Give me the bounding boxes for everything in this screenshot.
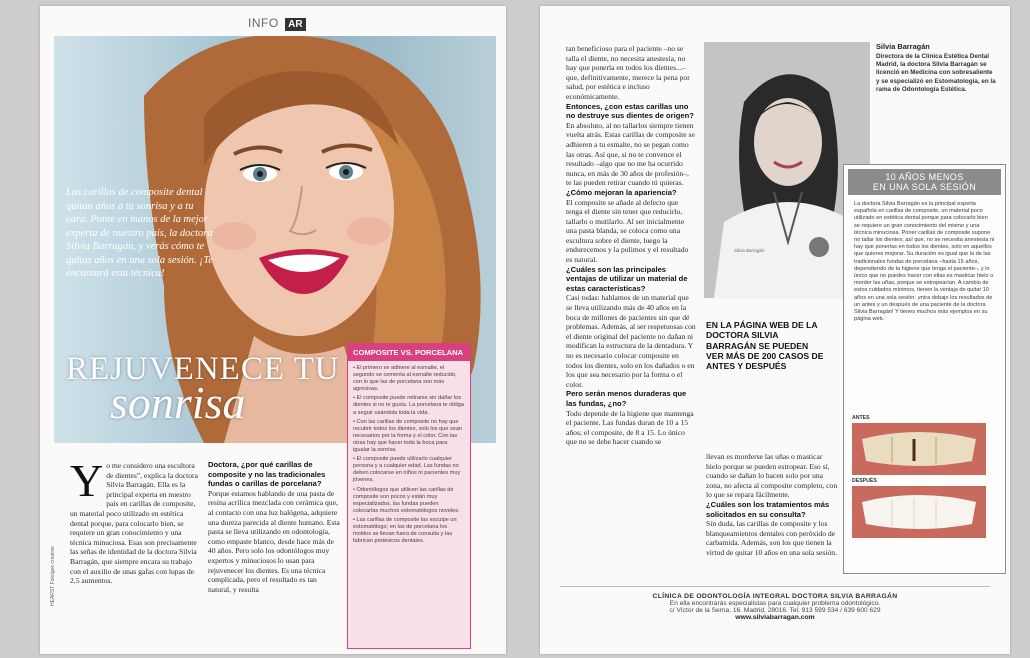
before-teeth-photo	[852, 423, 986, 475]
article-column-2	[208, 460, 341, 594]
after-label: DESPUÉS	[852, 478, 877, 484]
interview-question: Doctora, ¿por qué carillas de composite y no las tradicionales fundas o carillas de porcelana?	[208, 460, 326, 489]
sidebar-bullet: • Las carillas de composite las esculpe un estomatólogo; en las de porcelana los moldes se llevan fuera de consulta y las fabrican protésicos dentales.	[353, 516, 457, 545]
section-badge: AR	[285, 18, 305, 31]
after-teeth-image	[852, 486, 986, 538]
sidebar-bullet: • El composite puede utilizarlo cualquier persona y a cualquier edad. Las fundas no deben colocarse en niños ni pacientes muy jóvenes.	[353, 456, 461, 484]
right-magazine-page	[540, 6, 1010, 654]
interview-answer: El composite se añade al defecto que tenga el diente sin tener que reducirlo, tallarlo o mutilarlo. Al ser inicialmente una pasta blanda, se coloca como una escultura sobre el diente, luego la endurecemos y la pulimos y el resultado es natural.	[566, 197, 689, 265]
hero-intro: Las carillas de composite dental quitan años a tu sonrisa y a tu cara. Ponte en manos de la mejor experta de nuestro país, la doctora Silvia Barragán, y verás cómo te quitas años en una sola sesión. ¡Te encantará esta técnica!	[66, 187, 213, 279]
doctor-name: Silvia Barragán	[876, 42, 930, 51]
article-title-line1: REJUVENECE TU	[66, 351, 340, 387]
interview-answer: Casi todas: hablamos de un material que se lleva utilizando más de 40 años en la boca de millones de pacientes sin que dé problemas. Además, al ser respetuosas con el diente original del paciente no dañan ni modifican la estructura de la dentadura. Y no es necesario colocar composite en todos los dientes, solo en los dañados o en los que sea necesario por la forma o el color.	[566, 293, 696, 389]
box-title-line2: EN UNA SOLA SESIÓN	[872, 182, 977, 192]
doctor-bio-text: Directora de la Clínica Estética Dental Madrid, la doctora Silvia Barragán se licenció en Medicina con sobresaliente y se especializó en Estomatología, en la rama de Odontología Estética.	[876, 53, 996, 93]
composite-vs-porcelain-box	[347, 343, 471, 649]
clinic-website[interactable]: www.silviabarragan.com	[735, 614, 815, 621]
clinic-description: En ella encontrarás especialistas para cualquier problema odontológico.	[669, 600, 881, 607]
interview-question: Entonces, ¿con estas carillas uno no destruye sus dientes de origen?	[566, 101, 694, 121]
article-column-4	[706, 452, 838, 558]
pull-quote: EN LA PÁGINA WEB DE LA DOCTORA SILVIA BARRAGÁN SE PUEDEN VER MÁS DE 200 CASOS DE ANTES Y DESPUÉS	[706, 320, 824, 372]
interview-answer: Todo depende de la higiene que mantenga el paciente. Las fundas duran de 10 a 15 años; el composite, de 8 a 15. Lo único que no se debe hacer cuando se	[566, 408, 694, 447]
article-title-line2: sonrisa	[110, 377, 246, 428]
box-text: La doctora Silvia Barragán es la principal experta española en carillas de composite, un material poco utilizado en estética dental porque para colocarlo bien se requiere un gran conocimiento del mismo y una técnica minuciosa. Poner carillas de composite supone no tallar los dientes; así que, no se necesita anestesia ni hay que ponerlas en todos los dientes, solo en aquellos que quieres mejorar. Su duración es igual que la de las tradicionales fundas de porcelana –hasta 15 años, dependiendo de la higiene que tenga el paciente–, y lo único que no puedes hacer con ellas es masticar hielo o morder las uñas, porque se estropearían. A cambio de estos cuidados mínimos, tienen la ventaja de quitar 10 años en una sola sesión: ¡mira debajo los resultados de un antes y un después de una paciente de la doctora Silvia Barragán! Y tienes muchos más ejemplos en su página web.	[854, 201, 995, 323]
left-magazine-page	[40, 6, 506, 654]
coat-embroidery: Silvia Barragán	[734, 248, 765, 253]
sidebar-title: COMPOSITE VS. PORCELANA	[348, 344, 470, 361]
interview-answer: En absoluto, al no tallarlos siempre tienen vuelta atrás. Estas carillas de composite se adhieren a tu esmalte, no se pegan como las otras. Así que, si no te convence el resultado –algo que no me ha ocurrido nunca, en más de 30 años de profesión–, te las pueden retirar cuando tú quieras.	[566, 120, 695, 188]
ten-years-box	[843, 164, 1006, 574]
sidebar-bullet: • Odontólogos que utilicen las carillas de composite son pocos y están muy especializados, las fundas pueden colocarlas muchos estomatólogos noveles.	[353, 486, 460, 514]
sidebar-bullet: • El primero se adhiere al esmalte, el segundo se cementa al esmalte reducido, con lo que las de porcelana son más agresivas.	[353, 365, 457, 393]
clinic-footer	[560, 586, 990, 621]
interview-question: ¿Cuáles son las principales ventajas de utilizar un material de estas características?	[566, 264, 688, 293]
before-label: ANTES	[852, 415, 870, 421]
sidebar-bullet: • El composite puede retirarse sin dañar los dientes si no te gusta. La porcelana te obliga a seguir usándola toda la vida.	[353, 395, 465, 416]
clinic-name: CLÍNICA DE ODONTOLOGÍA INTEGRAL DOCTORA SILVIA BARRAGÁN	[652, 593, 898, 600]
interview-question: ¿Cuáles son los tratamientos más solicitados en su consulta?	[706, 499, 830, 519]
intro-paragraph: o me considero una escultora de dientes”, explica la doctora Silvia Barragán. Ella es la principal experta en nuestro país en carillas de composite, un material poco utilizado en estética dental porque, para colocarlo bien, se requiere un gran conocimiento y una técnica minuciosa. Esas son precisamente las señas de identidad de la doctora Silvia Barragán, que siempre encara su trabajo con el auxilio de unas gafas con lupas de 2,5 aumentos.	[70, 461, 198, 586]
before-teeth-image	[852, 423, 986, 475]
article-column-1	[70, 455, 200, 586]
interview-answer: tan beneficioso para el paciente –no se talla el diente, no necesita anestesia, no hay que ponerla en todos los dientes...– que, definitivamente, merece la pena por salud, por estética e incluso económicamente.	[566, 44, 690, 101]
interview-question: ¿Cómo mejoran la apariencia?	[566, 187, 677, 197]
drop-cap: Y	[70, 455, 104, 506]
photo-credit: HEARST Fotolgee creative	[50, 546, 56, 606]
clinic-address: c/ Víctor de la Serna, 16. Madrid, 28016. Tel. 913 599 534 / 639 600 629	[669, 607, 881, 614]
doctor-bio	[876, 42, 996, 94]
interview-answer: Porque estamos hablando de una pasta de resina acrílica mezclada con cerámica que, al contacto con una luz halógena, adquiere una dureza parecida al diente humano. Esta pasta se lleva utilizando en odontología, como empaste blanco, desde hace más de 40 años. Pero solo los odontólogos muy expertos y minuciosos lo usan para rejuvenecer los dientes. Es una técnica complicada, pero el resultado es tan natural, y resulta	[208, 488, 340, 594]
section-header	[248, 14, 306, 32]
sidebar-bullets	[348, 361, 470, 551]
interview-answer: Sin duda, las carillas de composite y los blanqueamientos dentales con peróxido de carbamida. Además, son los que tienen la virtud de quitar 10 años en una sola sesión.	[706, 519, 837, 557]
section-label: INFO	[248, 16, 279, 30]
after-teeth-photo	[852, 486, 986, 538]
article-column-3	[566, 44, 696, 447]
sidebar-bullet: • Con las carillas de composite no hay que recubrir todos los dientes, solo los que sean necesarios por la forma y el color. Con las otras hay que hacer toda la boca para igualar la sonrisa.	[353, 418, 463, 454]
interview-answer: llevan es morderse las uñas o masticar hielo porque se pueden estropear. Eso sí, cuando se dañan lo hacen solo por una zona, no afecta al composite completo, con lo que se repara fácilmente.	[706, 452, 838, 500]
box-title-line1: 10 AÑOS MENOS	[885, 172, 964, 182]
box-title	[848, 169, 1001, 195]
interview-question: Pero serán menos duraderas que las fundas, ¿no?	[566, 389, 687, 408]
